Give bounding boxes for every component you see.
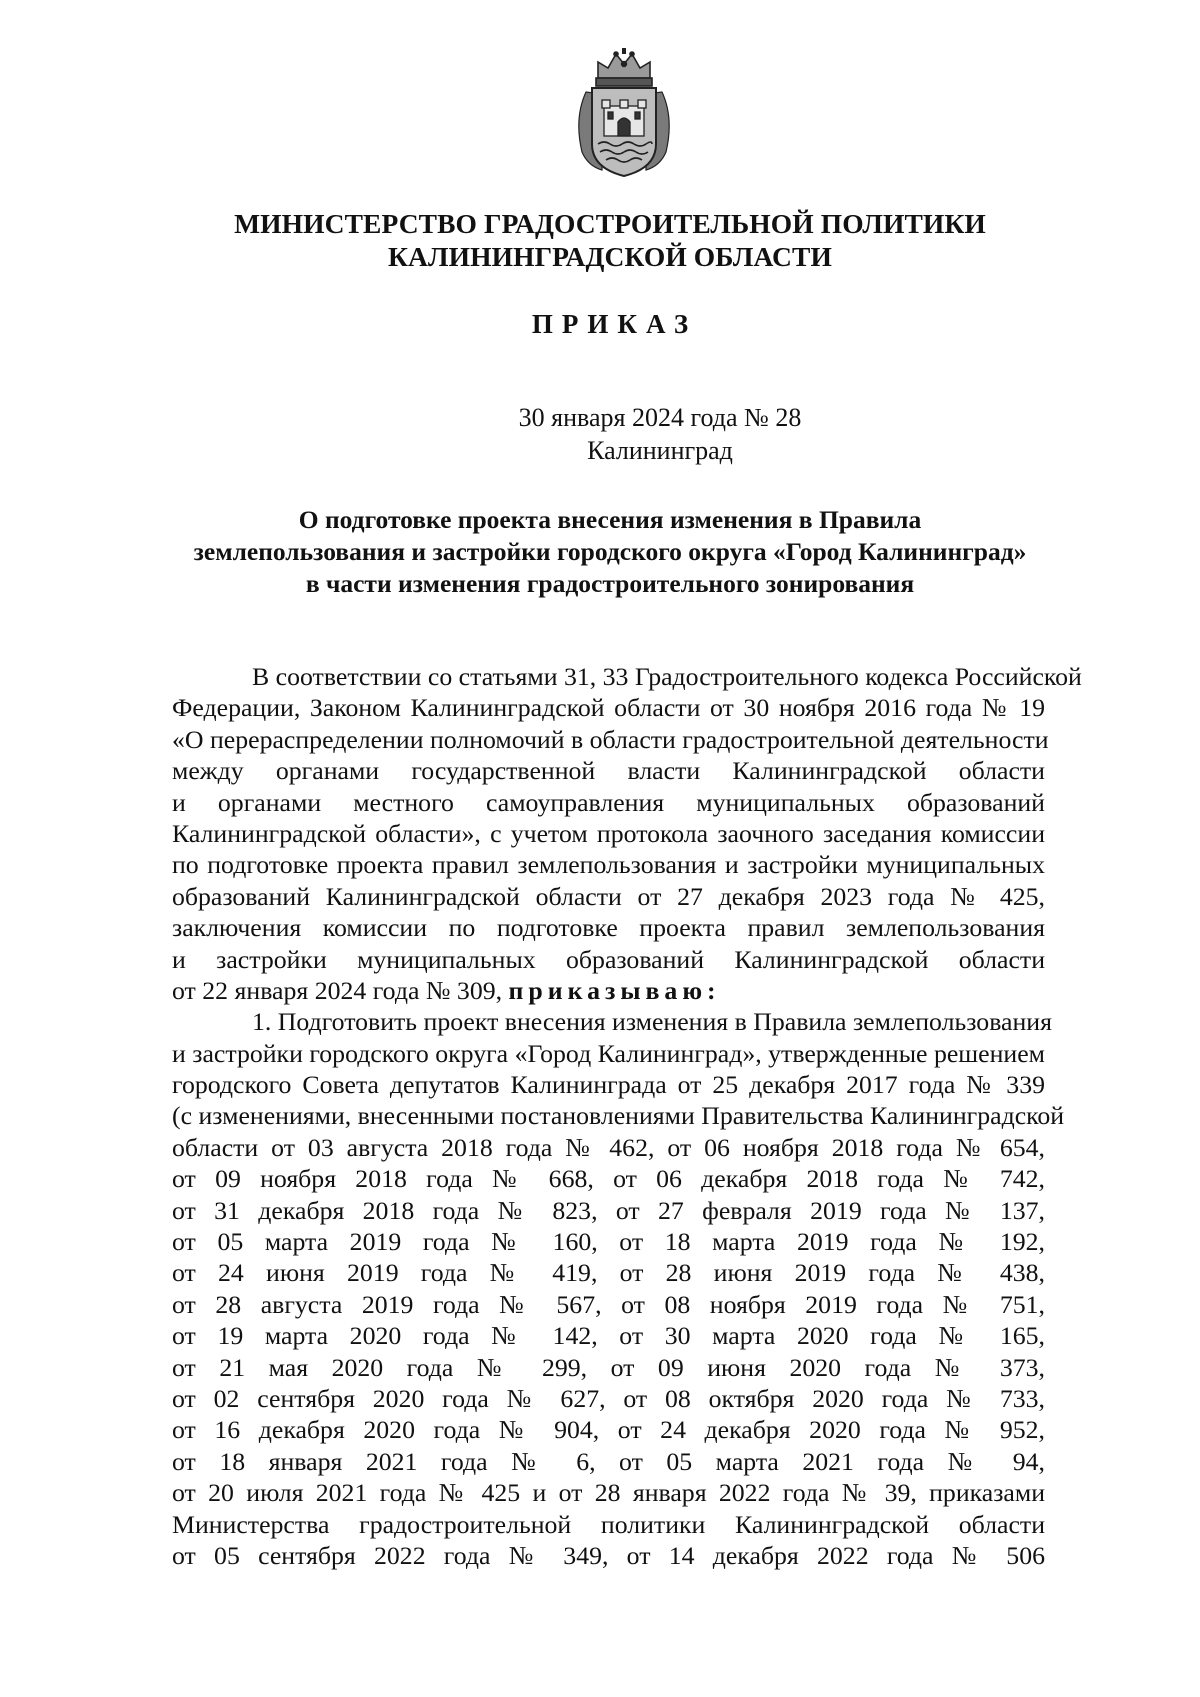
title-line1: О подготовке проекта внесения изменения в Правила [298, 505, 922, 534]
body-line: заключения комиссии по подготовке проекта правил землепользования [172, 913, 1045, 943]
body-line: В соответствии со статьями 31, 33 Градостроительного кодекса Российской [252, 662, 1082, 691]
body-line: Федерации, Законом Калининградской области от 30 ноября 2016 года № 19 [172, 693, 1045, 723]
body-line: «О перераспределении полномочий в области градостроительной деятельности [172, 724, 1049, 754]
body-line: от 28 августа 2019 года № 567, от 08 ноября 2019 года № 751, [172, 1289, 1045, 1319]
body-line: городского Совета депутатов Калининграда от 25 декабря 2017 года № 339 [172, 1070, 1045, 1100]
body-line: от 16 декабря 2020 года № 904, от 24 декабря 2020 года № 952, [172, 1415, 1045, 1445]
body-line: от 21 мая 2020 года № 299, от 09 июня 2020 года № 373, [172, 1352, 1045, 1382]
body-line: от 05 сентября 2022 года № 349, от 14 декабря 2022 года № 506 [172, 1540, 1045, 1570]
body-line: и застройки городского округа «Город Калининград», утвержденные решением [172, 1038, 1045, 1068]
body-line: от 18 января 2021 года № 6, от 05 марта 2021 года № 94, [172, 1446, 1045, 1476]
body-line: Калининградской области», с учетом протокола заочного заседания комиссии [172, 818, 1045, 848]
body-line: и органами местного самоуправления муниципальных образований [172, 787, 1045, 817]
body-line: от 09 ноября 2018 года № 668, от 06 декабря 2018 года № 742, [172, 1164, 1045, 1194]
ministry-name-line2: КАЛИНИНГРАДСКОЙ ОБЛАСТИ [388, 241, 832, 272]
body-line-text: от 22 января 2024 года № 309, [172, 975, 503, 1005]
body-line: 1. Подготовить проект внесения изменения в Правила землепользования [252, 1007, 1052, 1037]
body-line: от 19 марта 2020 года № 142, от 30 марта 2020 года № 165, [172, 1321, 1045, 1351]
body-line: образований Калининградской области от 27 декабря 2023 года № 425, [172, 881, 1045, 911]
body-line: от 20 июля 2021 года № 425 и от 28 января 2022 года № 39, приказами [172, 1478, 1045, 1508]
date-block [420, 401, 900, 467]
body-line: и застройки муниципальных образований Калининградской области [172, 944, 1045, 974]
body-line: от 31 декабря 2018 года № 823, от 27 февраля 2019 года № 137, [172, 1195, 1045, 1225]
body-line: от 24 июня 2019 года № 419, от 28 июня 2019 года № 438, [172, 1258, 1045, 1288]
body-line: Министерства градостроительной политики Калининградской области [172, 1509, 1045, 1539]
body-line: от 05 марта 2019 года № 160, от 18 марта 2019 года № 192, [172, 1227, 1045, 1257]
body-line-order [172, 975, 1045, 1006]
coat-of-arms-icon [568, 48, 680, 180]
ministry-name-line1: МИНИСТЕРСТВО ГРАДОСТРОИТЕЛЬНОЙ ПОЛИТИКИ [234, 208, 986, 239]
ministry-name [170, 207, 1050, 273]
document-type: ПРИКАЗ [531, 309, 698, 339]
body-line: от 02 сентября 2020 года № 627, от 08 октября 2020 года № 733, [172, 1383, 1045, 1413]
document-body [172, 661, 1082, 1571]
body-line: между органами государственной власти Калининградской области [172, 756, 1045, 786]
order-word: приказываю: [508, 975, 721, 1005]
body-line: области от 03 августа 2018 года № 462, от 06 ноября 2018 года № 654, [172, 1132, 1045, 1162]
body-line: (с изменениями, внесенными постановлениями Правительства Калининградской [172, 1101, 1065, 1131]
title-line3: в части изменения градостроительного зонирования [305, 569, 915, 598]
body-line: по подготовке проекта правил землепользования и застройки муниципальных [172, 850, 1045, 880]
title-line2: землепользования и застройки городского округа «Город Калининград» [193, 537, 1027, 566]
document-title [150, 504, 1070, 600]
date-number: 30 января 2024 года № 28 [518, 403, 802, 432]
city: Калининград [587, 436, 733, 465]
